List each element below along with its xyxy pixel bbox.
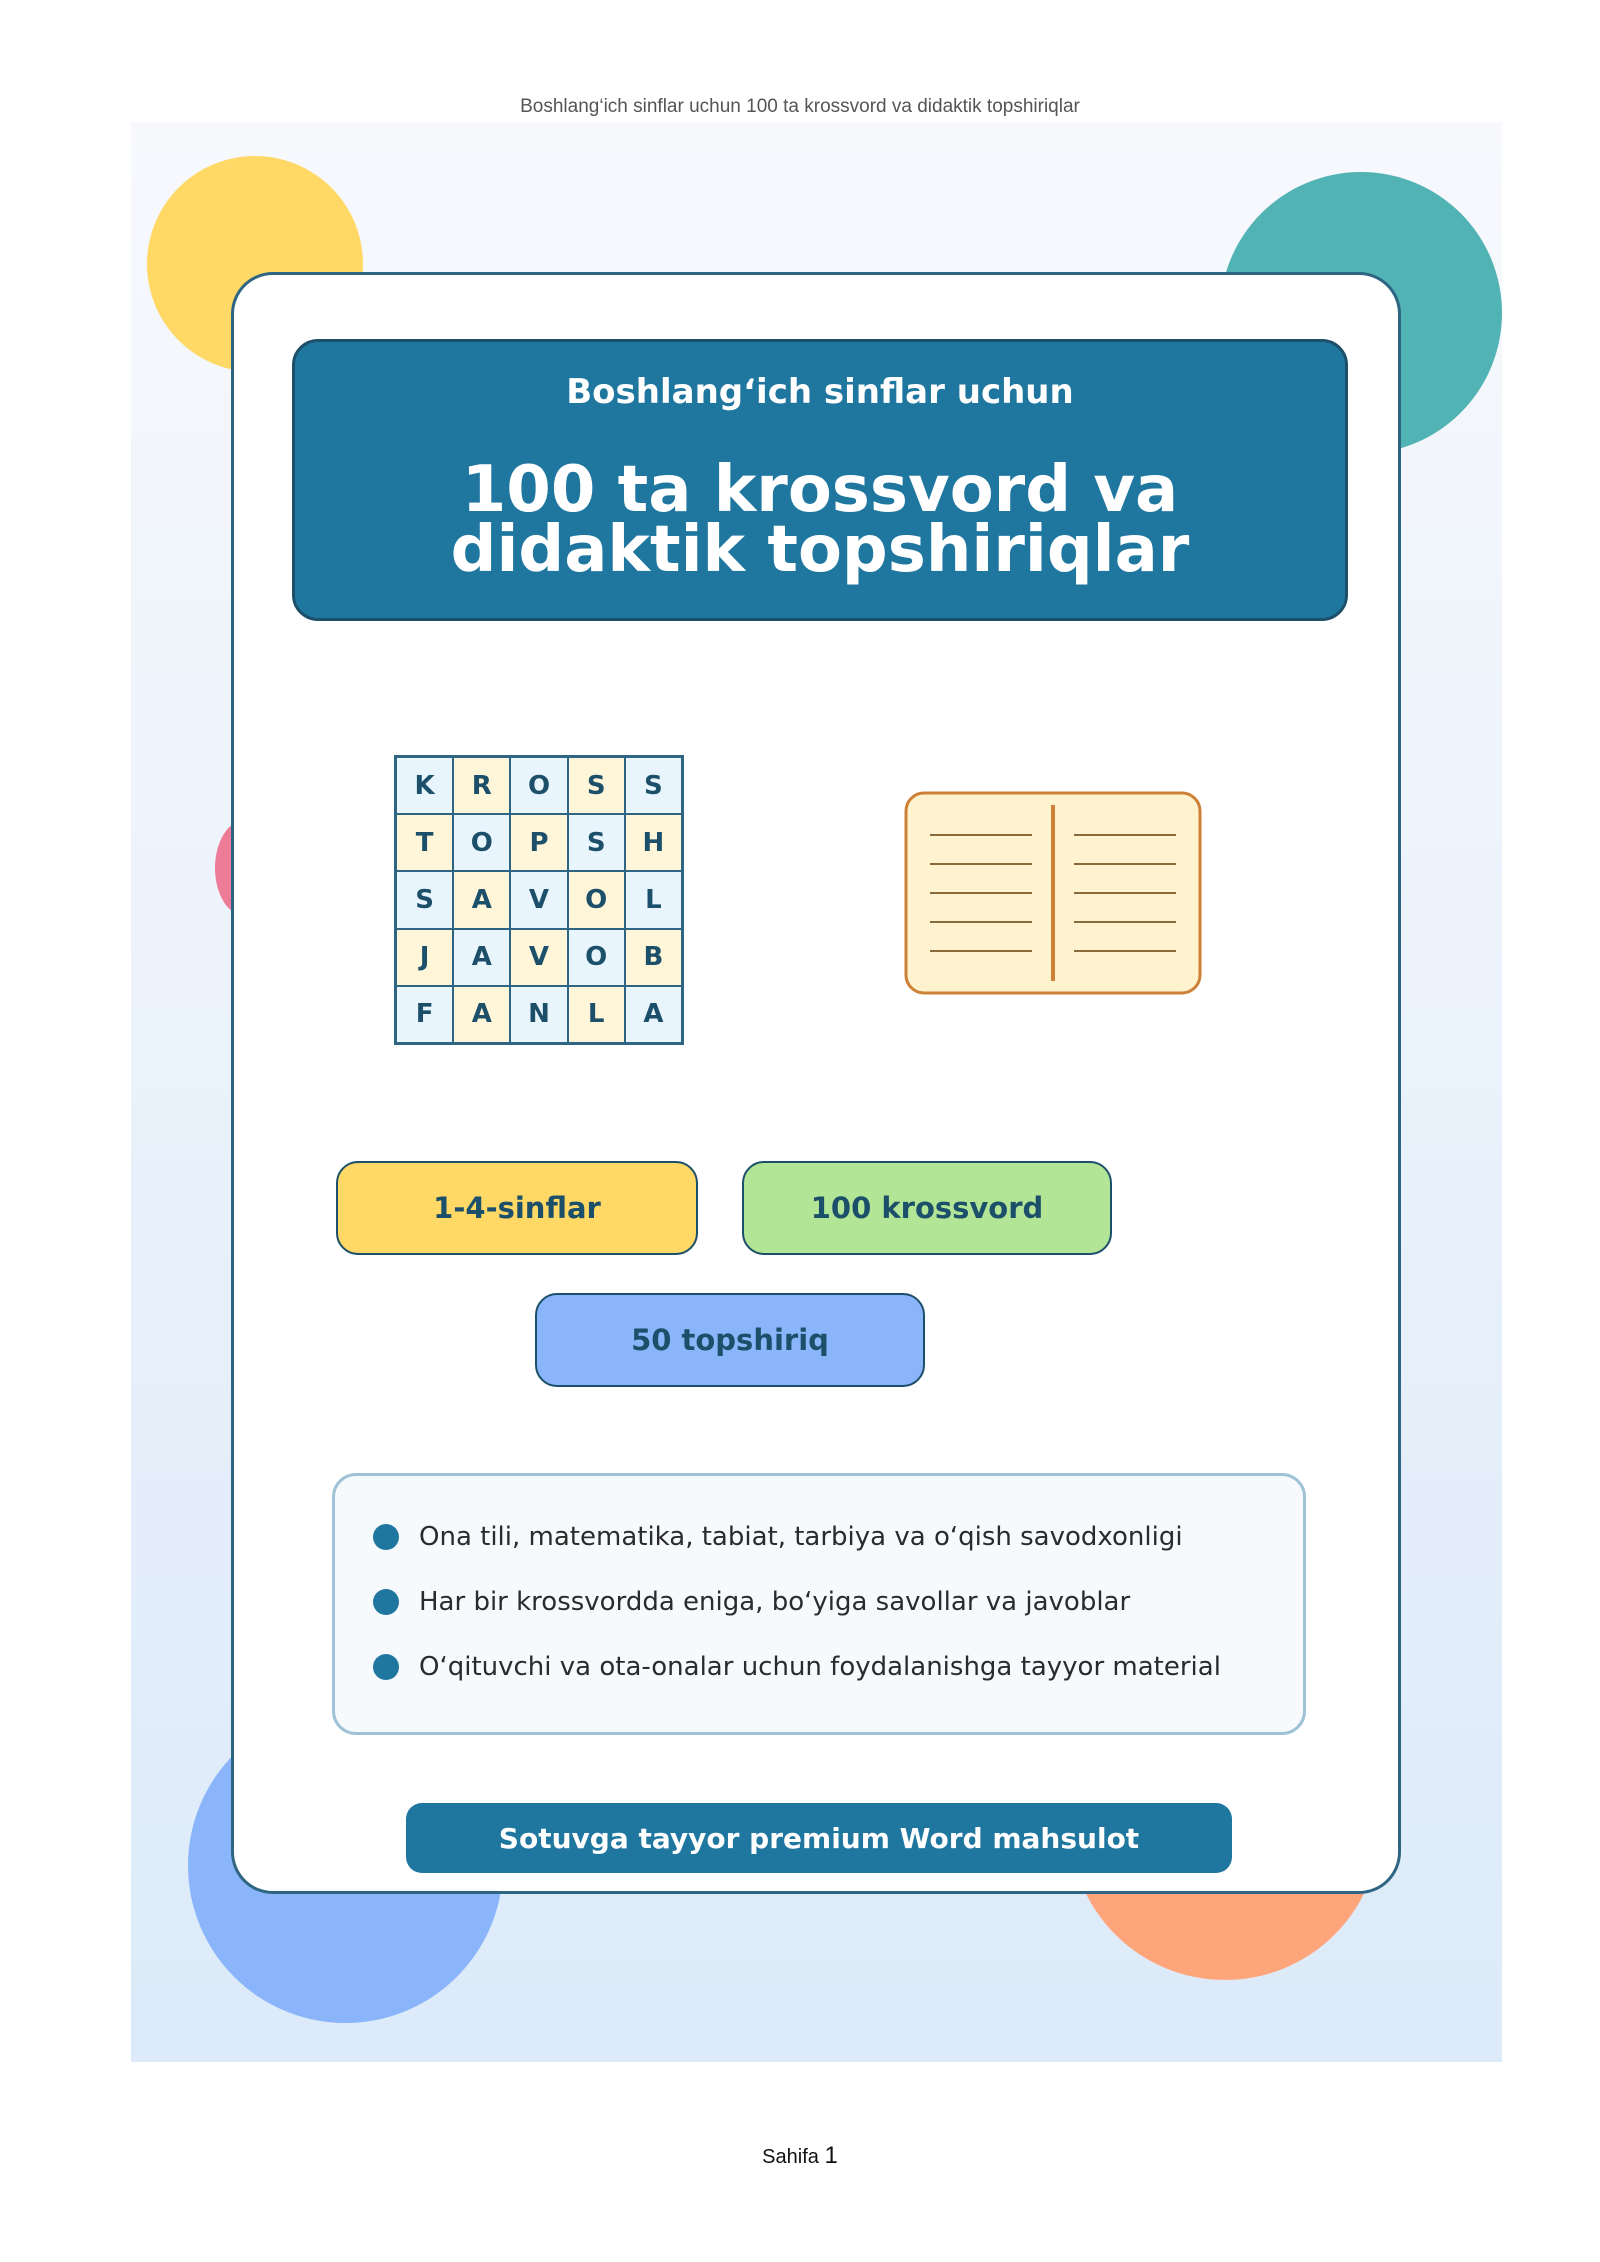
- feature-item: [373, 1652, 1221, 1682]
- crossword-cell: S: [568, 757, 625, 814]
- crossword-cell: O: [453, 814, 510, 871]
- crossword-cell: K: [396, 757, 453, 814]
- cover-subtitle: Boshlang‘ich sinflar uchun: [566, 372, 1074, 412]
- bullet-icon: [373, 1524, 399, 1550]
- feature-item: [373, 1587, 1130, 1617]
- crossword-cell: L: [625, 871, 682, 928]
- crossword-cell: S: [625, 757, 682, 814]
- crossword-cell: R: [453, 757, 510, 814]
- crossword-cell: O: [568, 871, 625, 928]
- crossword-cell: V: [510, 871, 567, 928]
- crossword-cell: O: [568, 929, 625, 986]
- crossword-cell: L: [568, 986, 625, 1043]
- crossword-cell: N: [510, 986, 567, 1043]
- badge-tasks: 50 topshiriq: [535, 1293, 925, 1387]
- cover-title-line-2: didaktik topshiriqlar: [450, 513, 1190, 587]
- crossword-grid-illustration: [394, 755, 684, 1045]
- crossword-cell: F: [396, 986, 453, 1043]
- feature-text: Ona tili, matematika, tabiat, tarbiya va o‘qish savodxonligi: [419, 1522, 1183, 1552]
- running-header: Boshlang‘ich sinflar uchun 100 ta krossvord va didaktik topshiriqlar: [520, 96, 1080, 117]
- feature-text: O‘qituvchi va ota-onalar uchun foydalanishga tayyor material: [419, 1652, 1221, 1682]
- cover-card: [231, 272, 1401, 1894]
- footer-label: Sahifa: [762, 2146, 819, 2168]
- features-box: [332, 1473, 1306, 1735]
- open-book-icon: [904, 791, 1202, 995]
- cover-title: [295, 453, 1345, 587]
- crossword-cell: A: [453, 929, 510, 986]
- crossword-cell: A: [453, 871, 510, 928]
- title-band: [292, 339, 1348, 621]
- crossword-cell: V: [510, 929, 567, 986]
- page-footer: [0, 2142, 1600, 2170]
- crossword-cell: A: [625, 986, 682, 1043]
- crossword-cell: H: [625, 814, 682, 871]
- crossword-cell: B: [625, 929, 682, 986]
- crossword-cell: J: [396, 929, 453, 986]
- feature-text: Har bir krossvordda eniga, bo‘yiga savollar va javoblar: [419, 1587, 1131, 1617]
- cover-title-line-1: 100 ta krossvord va: [461, 453, 1179, 527]
- cta-banner: Sotuvga tayyor premium Word mahsulot: [406, 1803, 1232, 1873]
- crossword-cell: A: [453, 986, 510, 1043]
- feature-item: [373, 1522, 1183, 1552]
- crossword-cell: S: [568, 814, 625, 871]
- crossword-cell: O: [510, 757, 567, 814]
- crossword-cell: P: [510, 814, 567, 871]
- bullet-icon: [373, 1654, 399, 1680]
- badge-grades: 1-4-sinflar: [336, 1161, 698, 1255]
- bullet-icon: [373, 1589, 399, 1615]
- badge-crosswords: 100 krossvord: [742, 1161, 1112, 1255]
- crossword-cell: S: [396, 871, 453, 928]
- crossword-cell: T: [396, 814, 453, 871]
- page-number: 1: [824, 2142, 838, 2169]
